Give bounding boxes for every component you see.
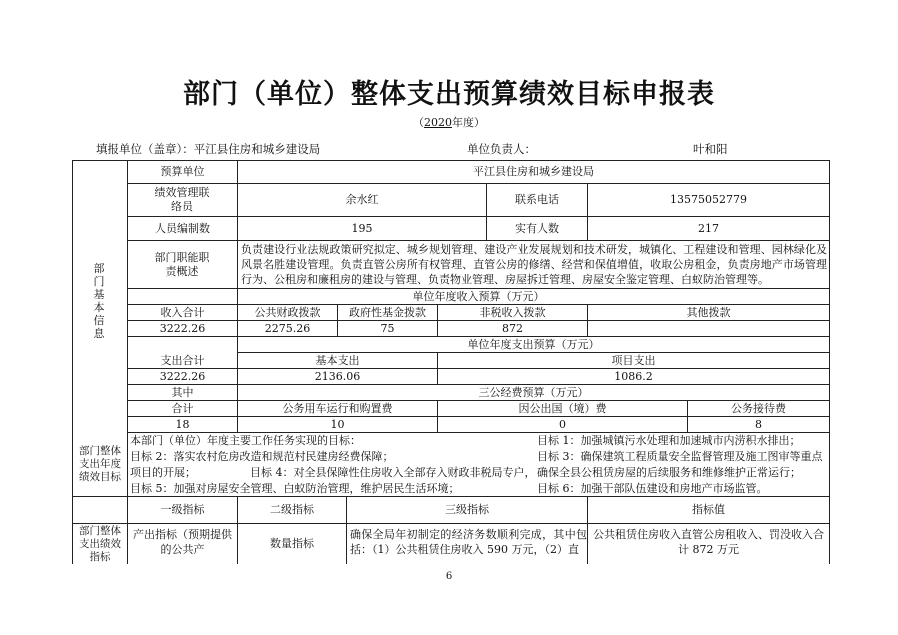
income-col-total: 收入合计 <box>160 305 205 319</box>
unit-head-name: 叶和阳 <box>693 142 728 156</box>
income-col-fund: 政府性基金拨款 <box>349 305 426 319</box>
goal-line-4-right: 目标 6：加强干部队伍建设和房地产市场监管。 <box>537 482 768 495</box>
year-value: 2020 <box>424 116 452 129</box>
contact-name: 余水红 <box>345 193 379 206</box>
header-level2: 二级指标 <box>270 503 314 516</box>
sangong-abroad-value: 0 <box>559 417 566 431</box>
page-number: 6 <box>445 571 453 582</box>
indicators-section-label: 部门整体支出绩效指标 <box>79 524 121 563</box>
staff-quota-value: 195 <box>351 221 373 235</box>
income-fund-value: 75 <box>380 321 395 335</box>
sangong-col-vehicle: 公务用车运行和购置费 <box>282 401 393 415</box>
income-col-other: 其他拨款 <box>686 305 731 319</box>
goal-line-3-right: 确保全县公租赁房屋的后续服务和维修维护正常运行； <box>537 466 801 479</box>
header-level1: 一级指标 <box>160 503 205 516</box>
reporting-unit: 填报单位（盖章）：平江县住房和城乡建设局 <box>96 142 321 156</box>
income-other-value <box>588 321 829 336</box>
indicator-level1-output: 产出指标（预期提供的公共产 <box>133 528 232 556</box>
goal-line-3-mid: 目标 4：对全县保障性住房收入全部存入财政非税局专户， <box>250 466 536 479</box>
expense-col-project: 项目支出 <box>611 353 656 367</box>
indicator-target-value: 公共租赁住房收入直管公房租收入、罚没收入合计 872 万元 <box>593 528 824 556</box>
goal-line-2-right: 目标 3：确保建筑工程质量安全监督管理及施工图审等重点 <box>537 450 823 463</box>
expense-total-value: 3222.26 <box>159 369 206 383</box>
indicator-level2-quantity: 数量指标 <box>270 537 314 550</box>
goal-line-4-left: 目标 5：加强对房屋安全管理、白蚁防治管理，维护居民生活环境； <box>130 482 460 495</box>
actual-staff-value: 217 <box>698 221 719 235</box>
sangong-total-value: 18 <box>175 417 190 431</box>
expense-basic-value: 2136.06 <box>314 369 361 383</box>
budget-unit-label: 预算单位 <box>160 165 205 178</box>
phone-value: 13575052779 <box>670 193 747 206</box>
income-public-value: 2275.26 <box>264 321 311 335</box>
phone-label: 联系电话 <box>515 193 559 206</box>
sangong-col-abroad: 因公出国（境）费 <box>518 401 607 415</box>
expense-project-value: 1086.2 <box>614 369 653 383</box>
indicator-level3-text: 确保全局年初制定的经济务数顺利完成，其中包括：（1）公共租赁住房收入 590 万元，（2）直 <box>350 528 587 556</box>
goal-line-1-right: 目标 1：加强城镇污水处理和加速城市内涝积水排出； <box>537 434 801 447</box>
header-level3: 三级指标 <box>445 503 489 516</box>
among-label: 其中 <box>171 385 194 399</box>
goal-line-1-left: 本部门（单位）年度主要工作任务实现的目标： <box>130 434 361 447</box>
sangong-col-reception: 公务接待费 <box>731 401 786 415</box>
expense-heading: 单位年度支出预算（万元） <box>467 337 600 351</box>
income-total-value: 3222.26 <box>159 321 206 335</box>
actual-staff-label: 实有人数 <box>515 221 559 235</box>
annual-goals-label: 部门整体支出年度绩效目标 <box>79 444 121 483</box>
duty-description: 负责建设行业法规政策研究拟定、城乡规划管理、建设产业发展规划和技术研发，城镇化、工程建设和管理、园林绿化及风景名胜建设管理。负责直管公房所有权管理、直管公房的修缮、经营和保值增值，收取公房租金，负责房地产市场管理行为、公租房和廉租房的建设与管理、负责物业管理、房屋拆迁管理、房屋安全鉴定管理、白蚁防治管理等。 <box>241 243 827 286</box>
report-year: （2020年度） <box>413 116 485 129</box>
income-col-public: 公共财政拨款 <box>254 305 321 319</box>
contact-label: 绩效管理联络员 <box>154 186 210 213</box>
income-heading: 单位年度收入预算（万元） <box>412 289 545 303</box>
goal-line-3-left: 项目的开展； <box>130 466 196 479</box>
header-value: 指标值 <box>692 503 725 516</box>
sangong-reception-value: 8 <box>755 417 762 431</box>
unit-head-label: 单位负责人： <box>467 142 536 156</box>
sangong-vehicle-value: 10 <box>330 417 345 431</box>
expense-col-basic: 基本支出 <box>315 353 360 367</box>
sangong-heading: 三公经费预算（万元） <box>478 385 589 399</box>
sangong-col-total: 合计 <box>171 401 194 415</box>
basic-info-section-label: 部门基本信息 <box>93 262 105 340</box>
staff-quota-label: 人员编制数 <box>155 221 210 235</box>
duty-label: 部门职能职责概述 <box>154 250 210 278</box>
page-title: 部门（单位）整体支出预算绩效目标申报表 <box>183 79 715 110</box>
income-nontax-value: 872 <box>502 321 523 335</box>
goal-line-2-left: 目标 2：落实农村危房改造和规范村民建房经费保障； <box>130 450 394 463</box>
budget-unit-value: 平江县住房和城乡建设局 <box>473 165 594 178</box>
expense-col-total: 支出合计 <box>160 353 205 367</box>
income-col-nontax: 非税收入拨款 <box>479 305 546 319</box>
